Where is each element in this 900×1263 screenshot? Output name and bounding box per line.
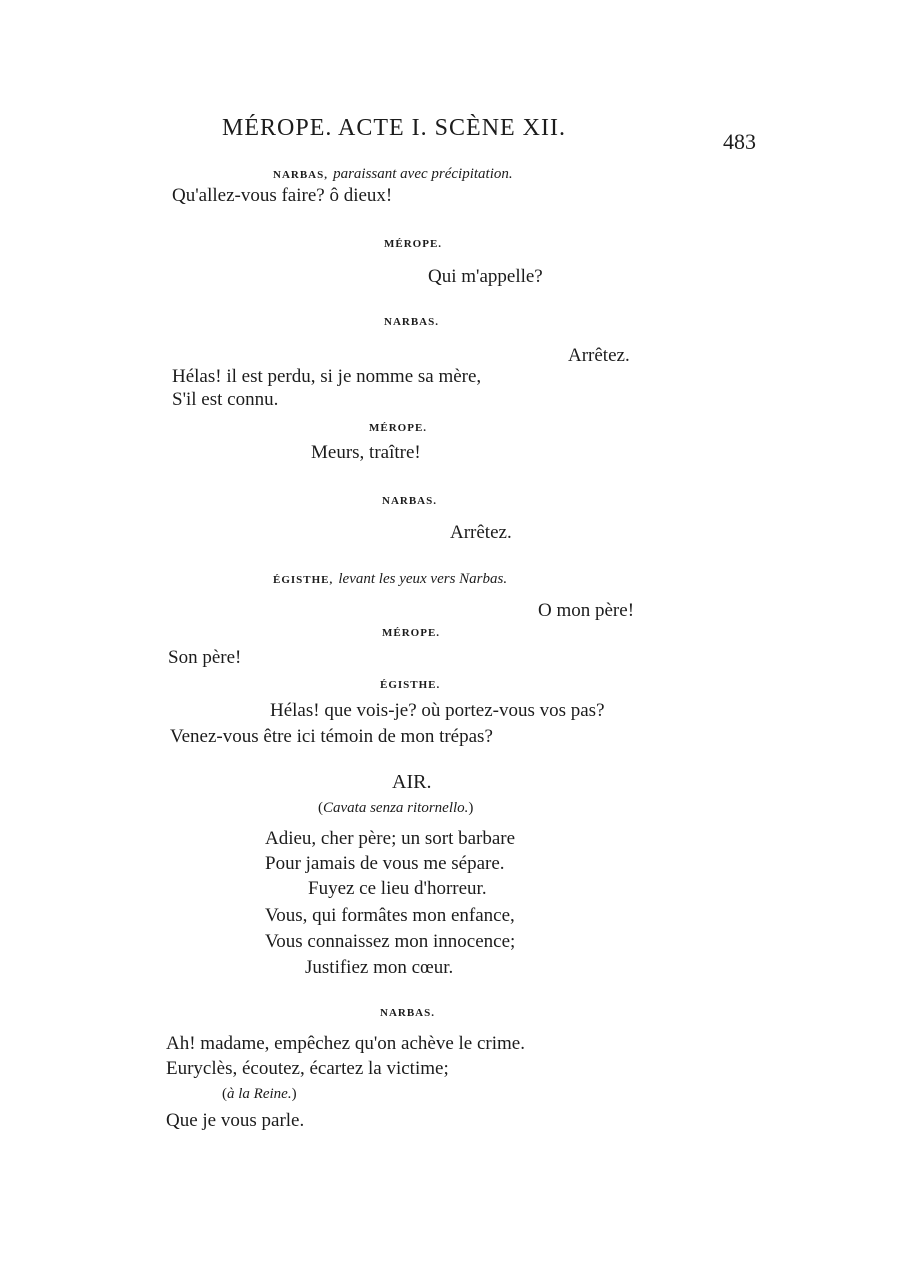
verse-line: Son père! [168,647,242,668]
stage-direction: Cavata senza ritornello. [323,800,469,816]
speaker-label: MÉROPE. [369,422,428,434]
air-heading: AIR. [392,771,432,793]
speaker-label: NARBAS, [273,169,328,181]
speaker-label: MÉROPE. [382,627,441,639]
close-paren: ) [468,800,474,816]
air-direction [318,801,473,816]
stage-direction: à la Reine. [227,1086,292,1102]
air-line: Pour jamais de vous me sépare. [265,853,505,874]
verse-line: Ah! madame, empêchez qu'on achève le crime. [166,1033,525,1054]
speaker-label: NARBAS. [382,495,437,507]
speaker-label: MÉROPE. [384,238,443,250]
close-paren: ) [291,1086,297,1102]
open-paren: ( [222,1086,227,1102]
air-line: Vous connaissez mon innocence; [265,931,516,952]
speaker-label: NARBAS. [380,1007,435,1019]
verse-line: Arrêtez. [450,522,512,543]
verse-line: Meurs, traître! [311,442,421,463]
speaker-label: ÉGISTHE. [380,679,441,691]
stage-direction: paraissant avec précipitation. [333,166,513,182]
verse-line: Euryclès, écoutez, écartez la victime; [166,1058,449,1079]
verse-line: Hélas! que vois-je? où portez-vous vos pas? [270,700,605,721]
verse-line: Qui m'appelle? [428,266,543,287]
verse-line: Que je vous parle. [166,1110,305,1131]
verse-line: Venez-vous être ici témoin de mon trépas? [170,726,493,747]
speaker-label: ÉGISTHE, [273,574,334,586]
verse-line: Arrêtez. [568,345,630,366]
speaker-label: NARBAS. [384,316,439,328]
verse-line: O mon père! [538,600,635,621]
open-paren: ( [318,800,323,816]
page-number: 483 [723,129,756,154]
running-title: MÉROPE. ACTE I. SCÈNE XII. [222,115,566,141]
air-line: Vous, qui formâtes mon enfance, [265,905,515,926]
stage-direction: levant les yeux vers Narbas. [338,571,508,587]
stage-direction-block [273,570,507,587]
aside-direction [222,1087,297,1102]
verse-line: Qu'allez-vous faire? ô dieux! [172,185,393,206]
air-line: Fuyez ce lieu d'horreur. [308,878,487,899]
verse-line: S'il est connu. [172,389,279,410]
air-line: Adieu, cher père; un sort barbare [265,828,516,849]
stage-direction-block [273,165,513,182]
verse-line: Hélas! il est perdu, si je nomme sa mère, [172,366,482,387]
air-line: Justifiez mon cœur. [305,957,454,978]
